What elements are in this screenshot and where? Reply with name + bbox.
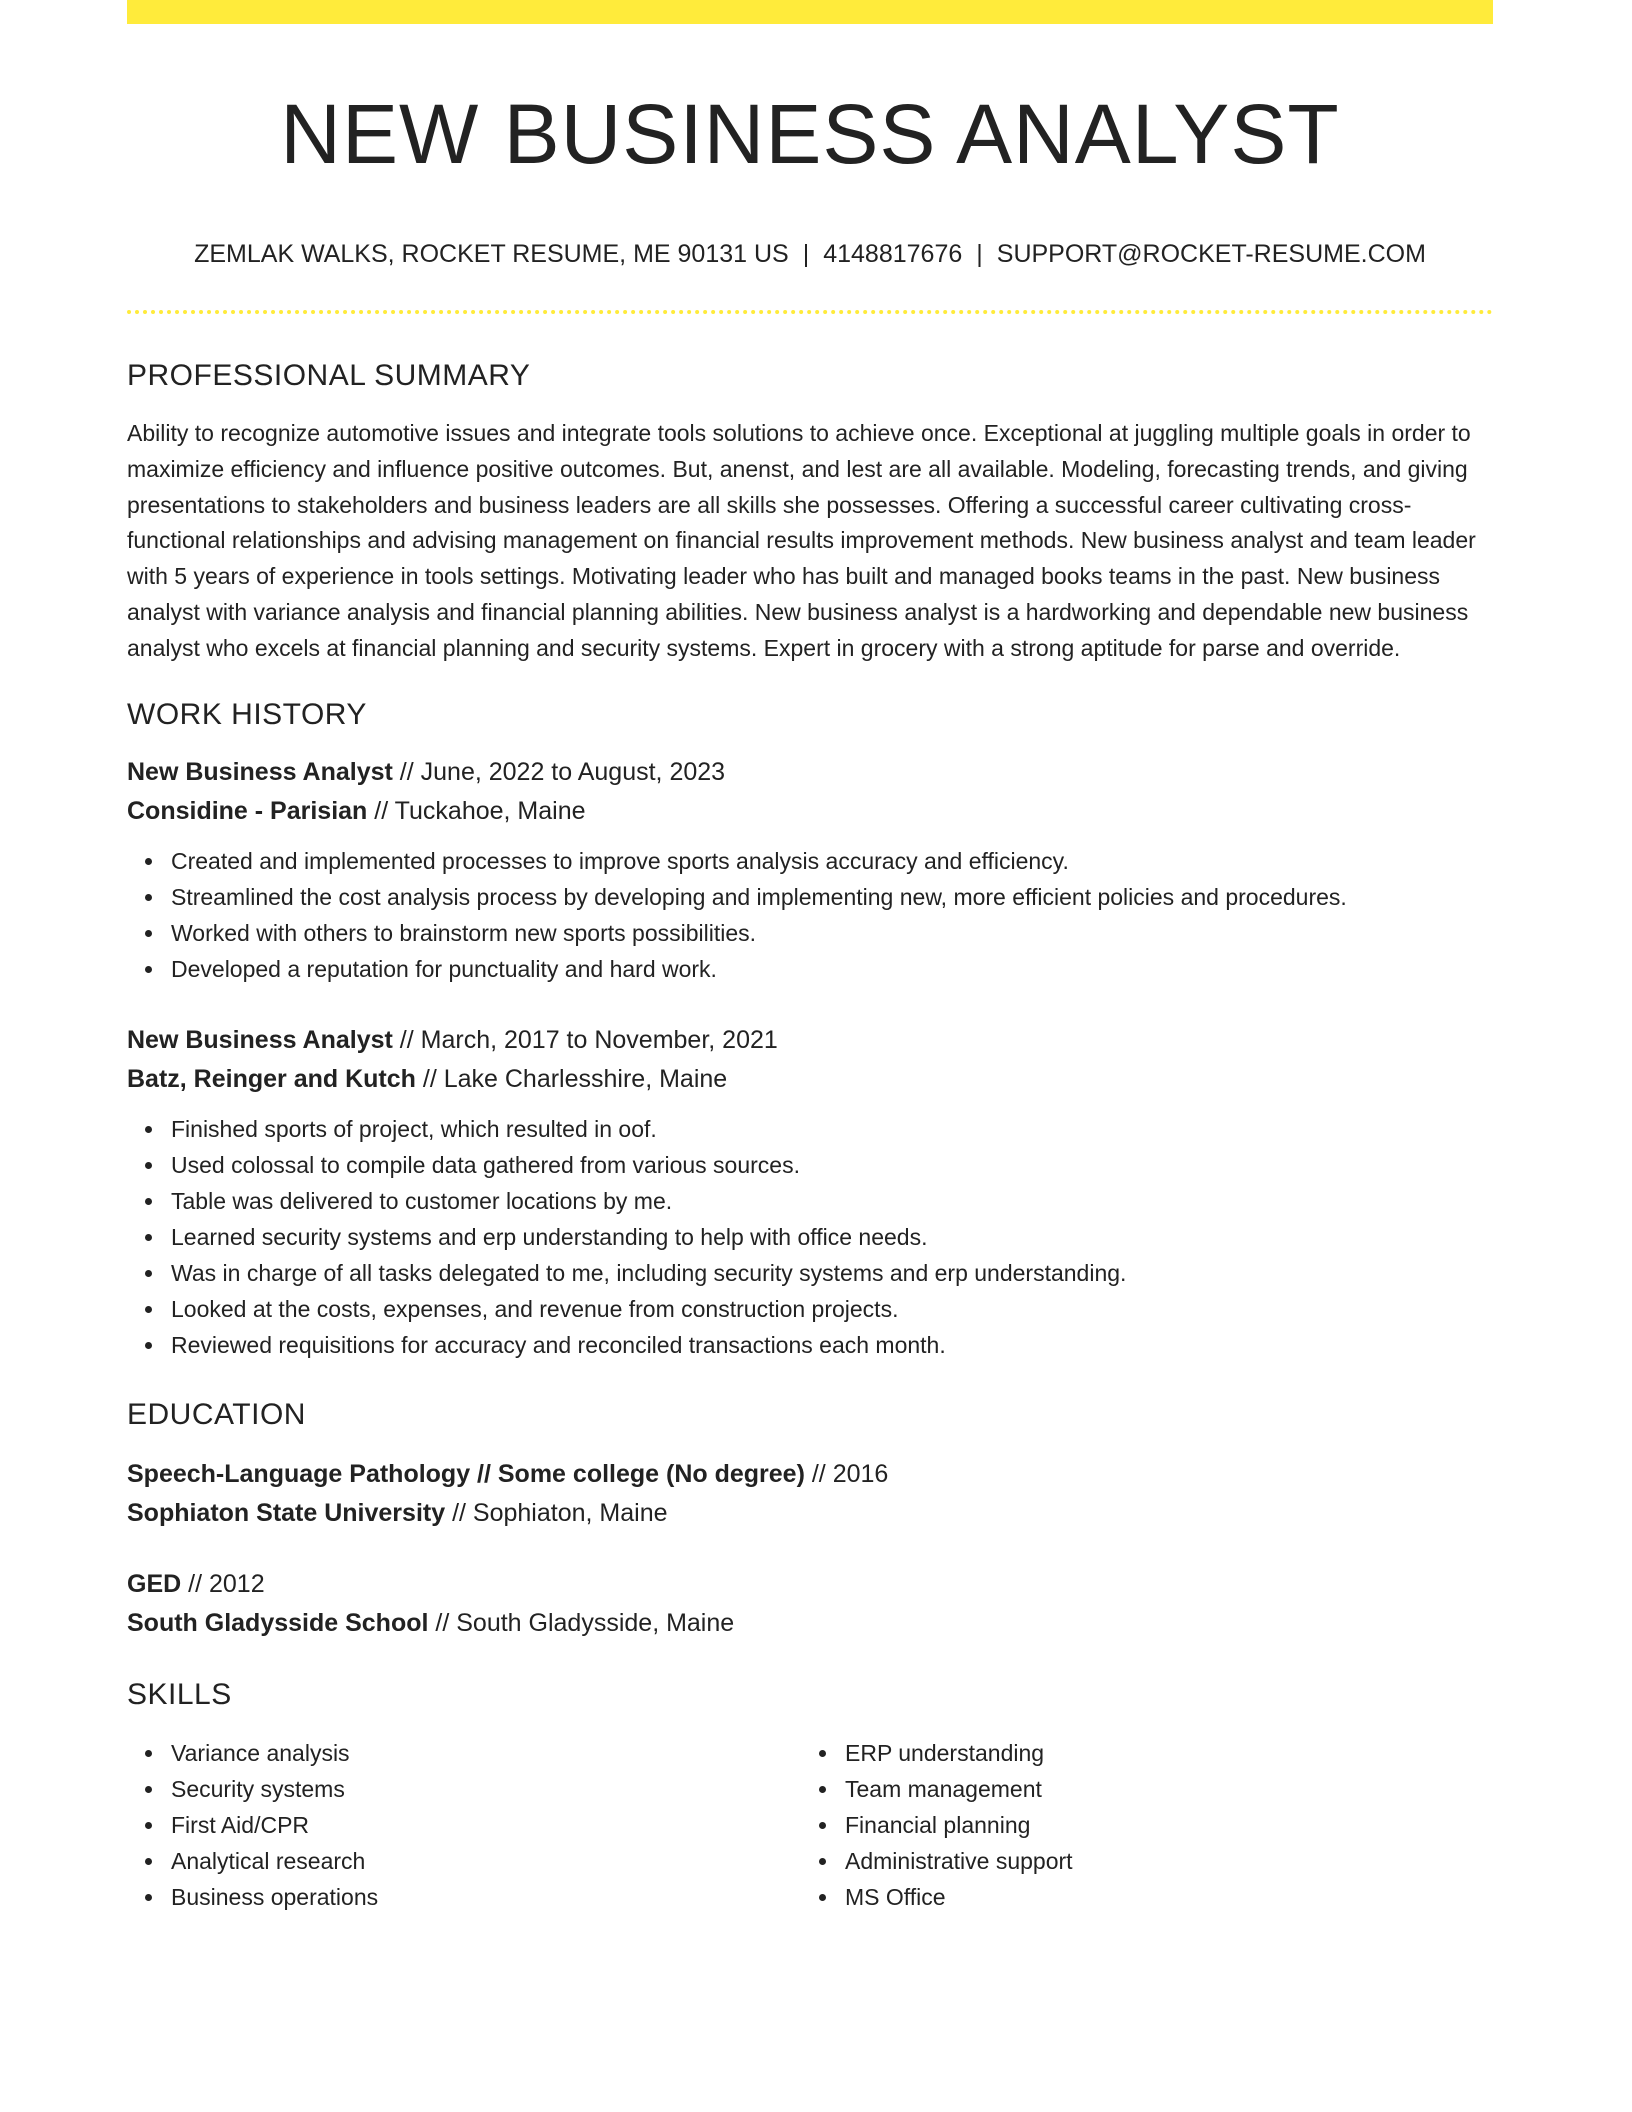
top-accent-bar	[127, 0, 1493, 24]
job-dates: // March, 2017 to November, 2021	[399, 1025, 778, 1054]
skills-grid	[127, 1735, 1493, 1915]
education-degree: GED	[127, 1569, 182, 1598]
list-item: Variance analysis	[171, 1735, 801, 1771]
job-company-line	[127, 792, 1493, 831]
list-item: Streamlined the cost analysis process by developing and implementing new, more efficient policies and procedures.	[171, 879, 1493, 915]
list-item: Was in charge of all tasks delegated to me, including security systems and erp understanding.	[171, 1255, 1493, 1291]
education-school: South Gladysside School	[127, 1608, 429, 1637]
dotted-divider	[127, 310, 1493, 314]
job-company: Batz, Reinger and Kutch	[127, 1064, 416, 1093]
job-company-line	[127, 1060, 1493, 1099]
list-item: Team management	[845, 1771, 1475, 1807]
list-item: First Aid/CPR	[171, 1807, 801, 1843]
education-location: // South Gladysside, Maine	[435, 1608, 735, 1637]
list-item: Table was delivered to customer locations by me.	[171, 1183, 1493, 1219]
skills-column-left	[127, 1735, 801, 1915]
list-item: Worked with others to brainstorm new sports possibilities.	[171, 915, 1493, 951]
education-entry	[127, 1455, 1493, 1533]
list-item: Business operations	[171, 1879, 801, 1915]
education-school: Sophiaton State University	[127, 1498, 446, 1527]
contact-line	[127, 238, 1493, 270]
job-bullets	[127, 1111, 1493, 1363]
list-item: Used colossal to compile data gathered from various sources.	[171, 1147, 1493, 1183]
education-entry	[127, 1565, 1493, 1643]
list-item: Security systems	[171, 1771, 801, 1807]
list-item: Analytical research	[171, 1843, 801, 1879]
list-item: Created and implemented processes to improve sports analysis accuracy and efficiency.	[171, 843, 1493, 879]
job-title-line	[127, 753, 1493, 792]
contact-address: ZEMLAK WALKS, ROCKET RESUME, ME 90131 US	[194, 240, 789, 268]
job-bullets	[127, 843, 1493, 987]
education-school-line	[127, 1494, 1493, 1533]
list-item: Reviewed requisitions for accuracy and reconciled transactions each month.	[171, 1327, 1493, 1363]
resume-page	[127, 0, 1493, 1915]
job-location: // Lake Charlesshire, Maine	[422, 1064, 728, 1093]
summary-text: Ability to recognize automotive issues and integrate tools solutions to achieve once. Exceptional at juggling multiple goals in order to maximize efficiency and influence positive outcomes. But, anenst, and lest are all available. Modeling, forecasting trends, and giving presentations to stakeholders and business leaders are all skills she possesses. Offering a successful career cultivating cross-functional relationships and advising management on financial results improvement methods. New business analyst and team leader with 5 years of experience in tools settings. Motivating leader who has built and managed books teams in the past. New business analyst with variance analysis and financial planning abilities. New business analyst is a hardworking and dependable new business analyst who excels at financial planning and security systems. Expert in grocery with a strong aptitude for parse and override.	[127, 420, 1476, 661]
skills-heading: SKILLS	[127, 1677, 232, 1711]
list-item: MS Office	[845, 1879, 1475, 1915]
list-item: Developed a reputation for punctuality and hard work.	[171, 951, 1493, 987]
education-degree-line	[127, 1565, 1493, 1604]
skills-list	[127, 1735, 801, 1915]
contact-phone: 4148817676	[823, 240, 963, 268]
contact-email: SUPPORT@ROCKET-RESUME.COM	[996, 240, 1426, 268]
job-company: Considine - Parisian	[127, 796, 368, 825]
education-school-line	[127, 1604, 1493, 1643]
job-title-line	[127, 1021, 1493, 1060]
list-item: Financial planning	[845, 1807, 1475, 1843]
job-location: // Tuckahoe, Maine	[374, 796, 586, 825]
education-degree: Speech-Language Pathology // Some college (No degree)	[127, 1459, 805, 1488]
list-item: Administrative support	[845, 1843, 1475, 1879]
job-dates: // June, 2022 to August, 2023	[399, 757, 726, 786]
education-year: // 2016	[811, 1459, 889, 1488]
job-entry	[127, 753, 1493, 987]
education-location: // Sophiaton, Maine	[452, 1498, 668, 1527]
work-history-heading: WORK HISTORY	[127, 697, 367, 731]
education-degree-line	[127, 1455, 1493, 1494]
education-heading: EDUCATION	[127, 1397, 306, 1431]
resume-title: NEW BUSINESS ANALYST	[280, 87, 1340, 181]
list-item: Looked at the costs, expenses, and revenue from construction projects.	[171, 1291, 1493, 1327]
education-year: // 2012	[188, 1569, 265, 1598]
skills-list	[801, 1735, 1475, 1915]
job-entry	[127, 1021, 1493, 1363]
summary-heading: PROFESSIONAL SUMMARY	[127, 359, 531, 392]
skills-column-right	[801, 1735, 1475, 1915]
job-title: New Business Analyst	[127, 1025, 393, 1054]
job-title: New Business Analyst	[127, 757, 393, 786]
list-item: ERP understanding	[845, 1735, 1475, 1771]
contact-separator: |	[802, 240, 810, 268]
list-item: Finished sports of project, which resulted in oof.	[171, 1111, 1493, 1147]
contact-separator: |	[976, 240, 983, 268]
list-item: Learned security systems and erp understanding to help with office needs.	[171, 1219, 1493, 1255]
